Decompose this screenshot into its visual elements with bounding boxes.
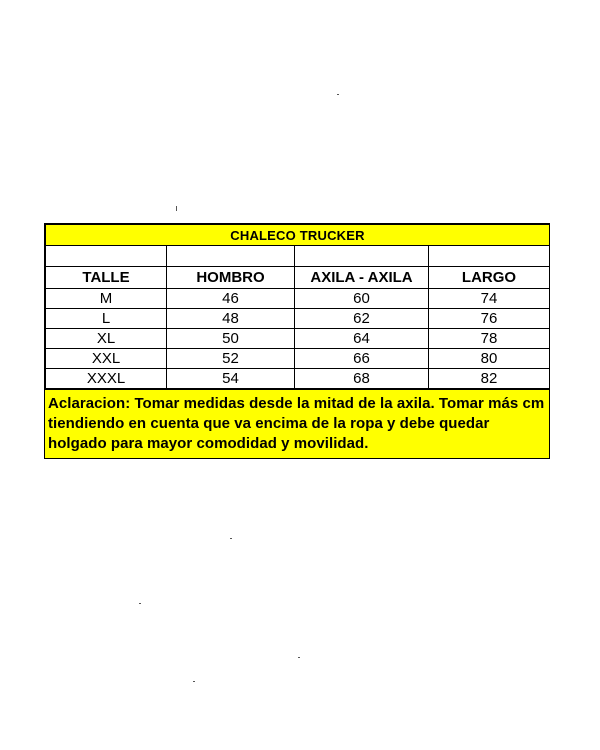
- largo-cell: 82: [429, 369, 550, 389]
- size-cell: XXL: [46, 349, 167, 369]
- scan-speck: [337, 94, 339, 95]
- table-row: [46, 349, 550, 369]
- size-cell: XXXL: [46, 369, 167, 389]
- table-row: [46, 329, 550, 349]
- column-header-hombro: HOMBRO: [167, 267, 295, 289]
- size-cell: XL: [46, 329, 167, 349]
- table-title: CHALECO TRUCKER: [46, 225, 550, 246]
- clarification-note: Aclaracion: Tomar medidas desde la mitad de la axila. Tomar más cm tiendiendo en cuenta que va encima de la ropa y debe quedar holgado para mayor comodidad y movilidad.: [45, 389, 549, 458]
- table-row: [46, 289, 550, 309]
- header-row: [46, 267, 550, 289]
- size-cell: L: [46, 309, 167, 329]
- scan-speck: [139, 603, 141, 604]
- largo-cell: 78: [429, 329, 550, 349]
- spacer-row: [46, 246, 550, 267]
- hombro-cell: 50: [167, 329, 295, 349]
- column-header-talle: TALLE: [46, 267, 167, 289]
- hombro-cell: 48: [167, 309, 295, 329]
- table-row: [46, 369, 550, 389]
- table-row: [46, 309, 550, 329]
- axila-cell: 62: [295, 309, 429, 329]
- scan-speck: [176, 206, 177, 211]
- size-table: [45, 224, 550, 389]
- largo-cell: 74: [429, 289, 550, 309]
- axila-cell: 68: [295, 369, 429, 389]
- largo-cell: 80: [429, 349, 550, 369]
- size-chart: [44, 223, 550, 459]
- largo-cell: 76: [429, 309, 550, 329]
- hombro-cell: 46: [167, 289, 295, 309]
- column-header-axila: AXILA - AXILA: [295, 267, 429, 289]
- axila-cell: 60: [295, 289, 429, 309]
- size-cell: M: [46, 289, 167, 309]
- hombro-cell: 54: [167, 369, 295, 389]
- axila-cell: 64: [295, 329, 429, 349]
- hombro-cell: 52: [167, 349, 295, 369]
- scan-speck: [193, 681, 195, 682]
- title-row: [46, 225, 550, 246]
- scan-speck: [298, 657, 300, 658]
- scan-speck: [230, 538, 232, 539]
- axila-cell: 66: [295, 349, 429, 369]
- column-header-largo: LARGO: [429, 267, 550, 289]
